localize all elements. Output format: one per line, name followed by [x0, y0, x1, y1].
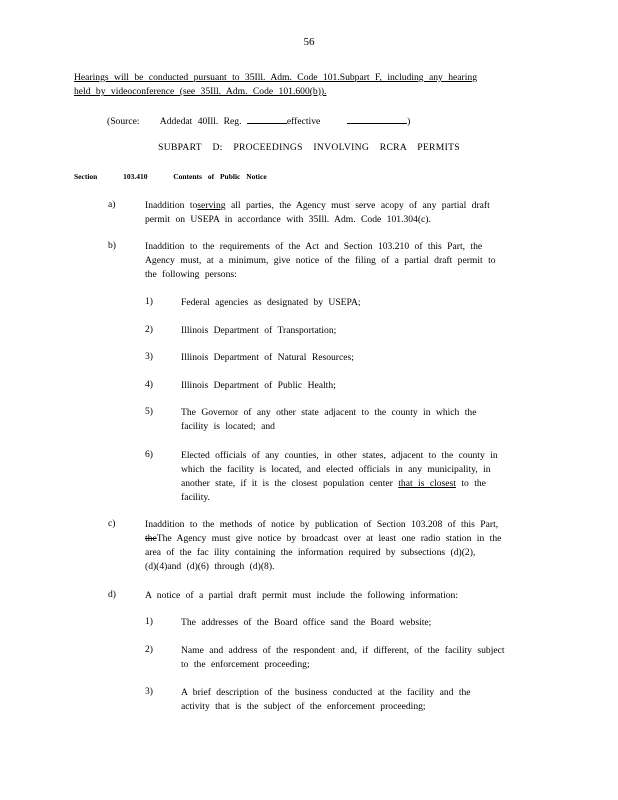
- section-word: Section: [74, 172, 98, 181]
- para-d-item-2-line-1: Name and address of the respondent and, if different, of the facility subject: [181, 645, 505, 656]
- para-c-line-4: (d)(4)and (d)(6) through (d)(8).: [145, 561, 275, 572]
- para-a-line-1: [145, 199, 540, 213]
- para-b-item-5-text: [181, 406, 541, 434]
- para-d-label: d): [108, 589, 116, 600]
- para-b-item-5-line-2: facility is located; and: [181, 421, 275, 432]
- para-b-item-3-label: 3): [145, 351, 153, 362]
- para-b-label: b): [108, 240, 116, 251]
- para-c-label: c): [108, 518, 116, 529]
- para-b-item-5-label: 5): [145, 406, 153, 417]
- section-number: 103.410: [123, 172, 148, 181]
- para-b-item-4-text: Illinois Department of Public Health;: [181, 380, 336, 391]
- para-b-item-6-line-2: which the facility is located, and elected officials in any municipality, in: [181, 464, 491, 475]
- para-b-item-6-text: [181, 449, 541, 505]
- para-c-line-2: [145, 532, 540, 546]
- para-b-item-6-l3-pre: another state, if it is the closest population center: [181, 478, 393, 489]
- para-c-l2-struck: the: [145, 533, 157, 544]
- para-c-line-1: Inaddition to the methods of notice by publication of Section 103.208 of this Part,: [145, 519, 499, 530]
- para-d-item-3-label: 3): [145, 686, 153, 697]
- para-d-intro: A notice of a partial draft permit must include the following information:: [145, 590, 459, 601]
- para-b-item-6-l3-post: to the: [461, 478, 486, 489]
- source-note: [107, 114, 410, 127]
- source-effective: effective: [286, 116, 321, 127]
- para-c-l2-post: The Agency must give notice by broadcast over at least one radio station in the: [156, 533, 502, 544]
- para-a-l1-underlined: serving: [197, 200, 226, 211]
- para-d-item-3-line-1: A brief description of the business conducted at the facility and the: [181, 687, 471, 698]
- para-b-item-5-line-1: The Governor of any other state adjacent to the county in which the: [181, 407, 477, 418]
- para-b-item-2-label: 2): [145, 324, 153, 335]
- section-heading: [74, 172, 267, 181]
- subpart-heading: SUBPART D: PROCEEDINGS INVOLVING RCRA PERMITS: [158, 142, 460, 153]
- para-b-item-1-label: 1): [145, 296, 153, 307]
- para-a-l1-pre: Inaddition to: [145, 200, 198, 211]
- page-number: 56: [303, 36, 315, 48]
- para-b-item-2-text: Illinois Department of Transportation;: [181, 325, 337, 336]
- para-d-item-3-text: [181, 686, 541, 714]
- source-added: Addedat 40Ill. Reg.: [159, 116, 242, 127]
- source-open: (Source:: [107, 116, 140, 127]
- para-b-item-6-l3-underlined: that is closest: [398, 478, 456, 489]
- hearing-line-2: held by videoconference (see 35Ill. Adm. Code 101.600(b)).: [74, 86, 327, 97]
- section-title: Contents of Public Notice: [173, 172, 267, 181]
- para-d-item-1-text: The addresses of the Board office sand the Board website;: [181, 617, 432, 628]
- para-d-item-3-line-2: activity that is the subject of the enforcement proceeding;: [181, 701, 426, 712]
- para-a-line-2: permit on USEPA in accordance with 35Ill. Adm. Code 101.304(c).: [145, 214, 431, 225]
- para-b-item-3-text: Illinois Department of Natural Resources;: [181, 352, 354, 363]
- para-d-item-2-text: [181, 644, 541, 672]
- para-b-item-6-line-1: Elected officials of any counties, in other states, adjacent to the county in: [181, 450, 498, 461]
- source-blank-2: [347, 114, 407, 124]
- para-b-item-6-line-3: [181, 477, 541, 491]
- para-d-item-1-label: 1): [145, 616, 153, 627]
- para-b-item-6-label: 6): [145, 449, 153, 460]
- para-a-l1-post: all parties, the Agency must serve acopy of any partial draft: [230, 200, 490, 211]
- para-b-line-2: Agency must, at a minimum, give notice of the filing of a partial draft permit to: [145, 255, 496, 266]
- para-c-line-3: area of the fac ility containing the information required by subsections (d)(2),: [145, 547, 476, 558]
- source-close: ): [407, 116, 411, 127]
- hearing-paragraph: [74, 71, 546, 99]
- para-c-text: [145, 518, 540, 574]
- para-b-item-6-line-4: facility.: [181, 492, 210, 503]
- para-d-item-2-line-2: to the enforcement proceeding;: [181, 659, 310, 670]
- para-b-item-1-text: Federal agencies as designated by USEPA;: [181, 297, 361, 308]
- para-b-item-4-label: 4): [145, 379, 153, 390]
- para-a-text: [145, 199, 540, 227]
- para-d-item-2-label: 2): [145, 644, 153, 655]
- para-b-line-3: the following persons:: [145, 269, 237, 280]
- source-blank-1: [247, 114, 287, 124]
- hearing-line-1: Hearings will be conducted pursuant to 35Ill. Adm. Code 101.Subpart F, including any hearing: [74, 72, 477, 83]
- para-b-line-1: Inaddition to the requirements of the Act and Section 103.210 of this Part, the: [145, 241, 483, 252]
- para-a-label: a): [108, 199, 116, 210]
- para-b-text: [145, 240, 540, 282]
